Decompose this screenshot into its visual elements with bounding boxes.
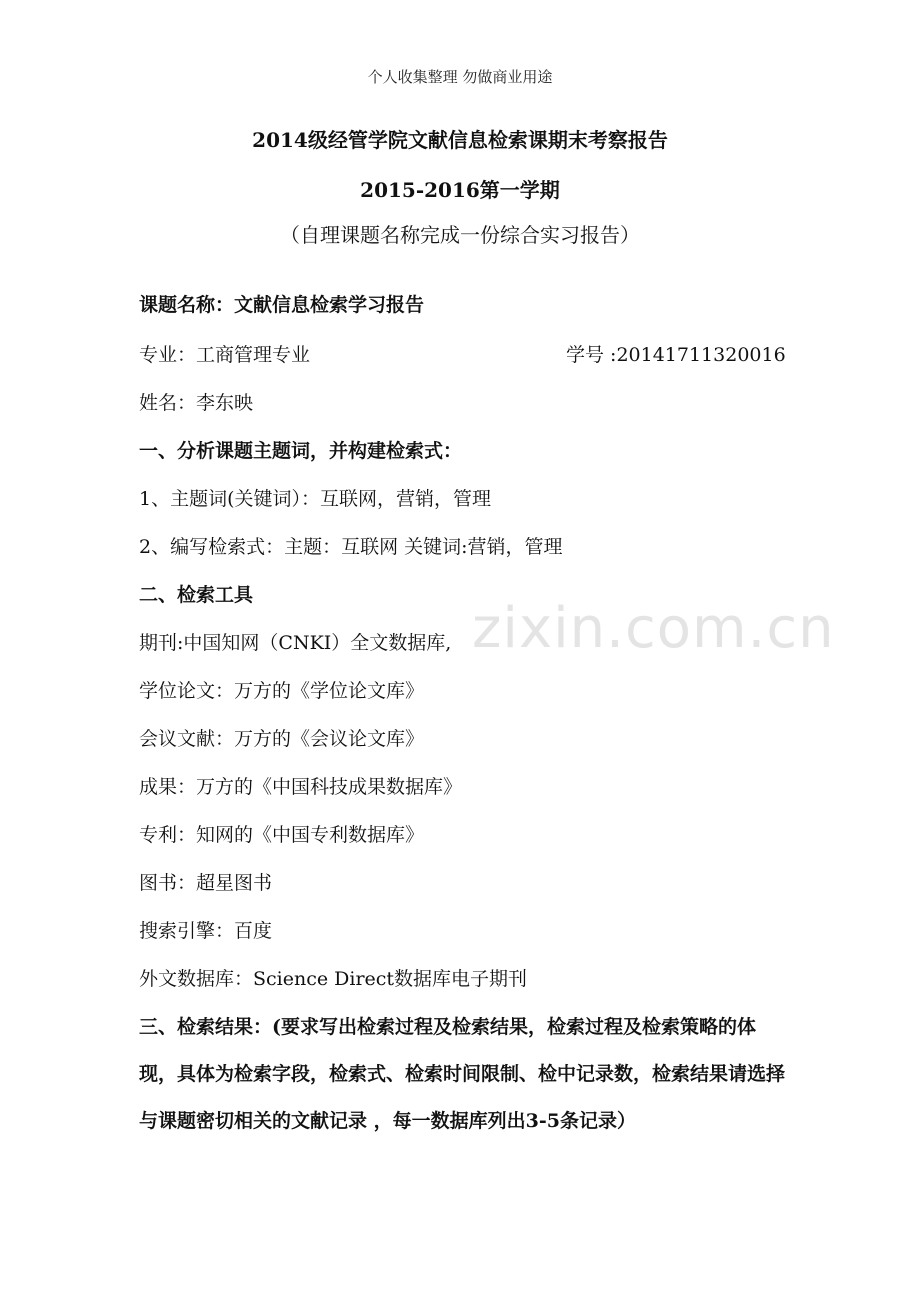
section-2-item: 外文数据库：Science Direct数据库电子期刊: [139, 968, 528, 990]
section-2-item: 搜索引擎：百度: [139, 920, 273, 942]
section-2-item: 期刊:中国知网（CNKI）全文数据库,: [139, 632, 452, 654]
student-id-field: 学号 :20141711320016: [566, 344, 786, 366]
semester-title: 2015-2016第一学期: [360, 178, 560, 202]
section-1-heading: 一、分析课题主题词，并构建检索式：: [139, 440, 463, 462]
section-2-item: 图书：超星图书: [139, 872, 273, 894]
major-field: 专业：工商管理专业: [139, 344, 311, 366]
section-2-item: 学位论文：万方的《学位论文库》: [139, 680, 425, 702]
student-name-field: 姓名：李东映: [139, 392, 254, 414]
section-2-heading: 二、检索工具: [139, 584, 254, 606]
report-subtitle: （自理课题名称完成一份综合实习报告）: [280, 223, 640, 247]
section-3-paragraph: 三、检索结果：(要求写出检索过程及检索结果，检索过程及检索策略的体现，具体为检索字段，检索式、检索时间限制、检中记录数，检索结果请选择与课题密切相关的文献记录 ，每一数据库列出3-5条记录）: [139, 1016, 786, 1132]
watermark: zixin.com.cn: [472, 596, 835, 661]
section-1-item: 2、编写检索式：主题：互联网 关键词:营销，管理: [139, 536, 563, 558]
report-title: 2014级经管学院文献信息检索课期末考察报告: [252, 128, 668, 152]
header-note: 个人收集整理 勿做商业用途: [367, 68, 553, 86]
section-1-item: 1、主题词(关键词）：互联网，营销，管理: [139, 488, 492, 510]
section-2-item: 会议文献：万方的《会议论文库》: [139, 728, 425, 750]
section-2-item: 专利：知网的《中国专利数据库》: [139, 824, 425, 846]
section-2-item: 成果：万方的《中国科技成果数据库》: [139, 776, 463, 798]
topic-name: 课题名称：文献信息检索学习报告: [139, 294, 425, 316]
